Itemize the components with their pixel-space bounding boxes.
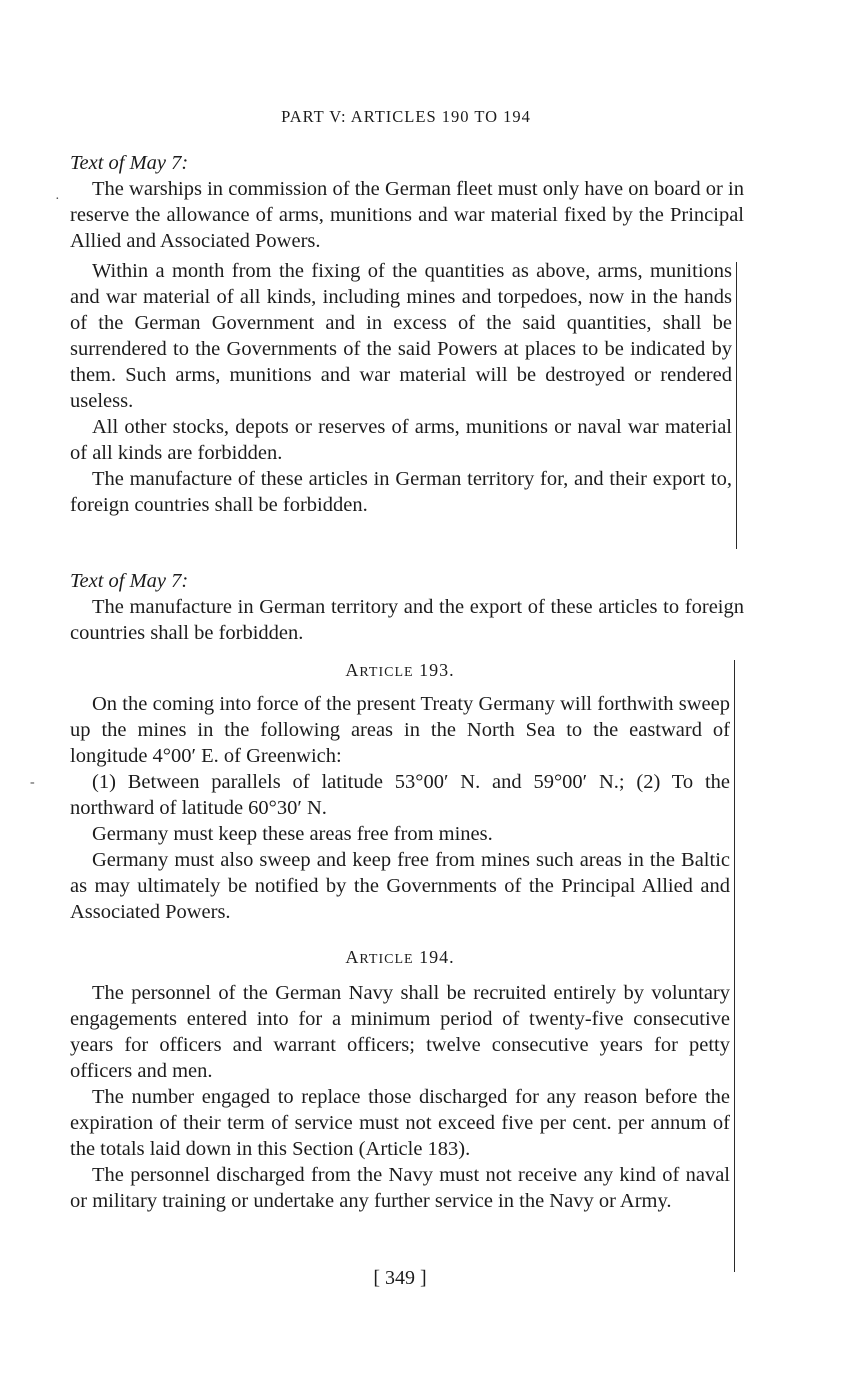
running-header: PART V: ARTICLES 190 TO 194 <box>281 107 531 126</box>
article-194-heading: ARTICLE 194. <box>345 947 455 967</box>
margin-rule-b <box>734 660 735 1272</box>
may7-block-b <box>70 568 744 646</box>
article-193-paragraph-2: (1) Between parallels of latitude 53°00′ N. and 59°00′ N.; (2) To the northward of latitude 60°30′ N. <box>70 771 730 819</box>
article-193-heading: ARTICLE 193. <box>345 660 455 680</box>
margin-rule-a <box>736 262 737 549</box>
page-number: [ 349 ] <box>373 1267 427 1289</box>
stray-mark-dot: · <box>55 192 60 207</box>
article-194-body <box>70 980 730 1214</box>
article-194-paragraph-1: The personnel of the German Navy shall be recruited entirely by voluntary engagements entered into for a minimum period of twenty-five consecutive years for officers and warrant officers; twelve consecutive years for petty officers and men. <box>70 982 730 1082</box>
may7-label-a: Text of May 7: <box>70 152 189 174</box>
article-194-paragraph-3: The personnel discharged from the Navy must not receive any kind of naval or military training or undertake any further service in the Navy or Army. <box>70 1164 730 1212</box>
article-193-paragraph-4: Germany must also sweep and keep free from mines such areas in the Baltic as may ultimately be notified by the Governments of the Principal Allied and Associated Powers. <box>70 849 730 923</box>
may7-block-a <box>70 150 744 254</box>
final-a-paragraph-1: Within a month from the fixing of the quantities as above, arms, munitions and war material of all kinds, including mines and torpedoes, now in the hands of the German Government and in excess of the said quantities, shall be surrendered to the Governments of the said Powers at places to be indicated by them. Such arms, munitions and war material will be destroyed or rendered useless. <box>70 260 732 412</box>
article-193-body <box>70 691 730 925</box>
article-194-paragraph-2: The number engaged to replace those discharged for any reason before the expiration of their term of service must not exceed five per cent. per annum of the totals laid down in this Section (Article 183). <box>70 1086 730 1160</box>
may7-label-b: Text of May 7: <box>70 570 189 592</box>
final-a-paragraph-3: The manufacture of these articles in German territory for, and their export to, foreign countries shall be forbidden. <box>70 468 732 516</box>
stray-mark-dash: - <box>30 775 35 790</box>
article-193-paragraph-3: Germany must keep these areas free from mines. <box>92 823 493 845</box>
may7-text-a: The warships in commission of the German fleet must only have on board or in reserve the allowance of arms, munitions and war material fixed by the Principal Allied and Associated Powers. <box>70 178 744 252</box>
final-text-block-a <box>70 258 732 518</box>
article-193-paragraph-1: On the coming into force of the present Treaty Germany will forthwith sweep up the mines in the following areas in the North Sea to the eastward of longitude 4°00′ E. of Greenwich: <box>70 693 730 767</box>
may7-text-b: The manufacture in German territory and the export of these articles to foreign countries shall be forbidden. <box>70 596 744 644</box>
final-a-paragraph-2: All other stocks, depots or reserves of arms, munitions or naval war material of all kinds are forbidden. <box>70 416 732 464</box>
